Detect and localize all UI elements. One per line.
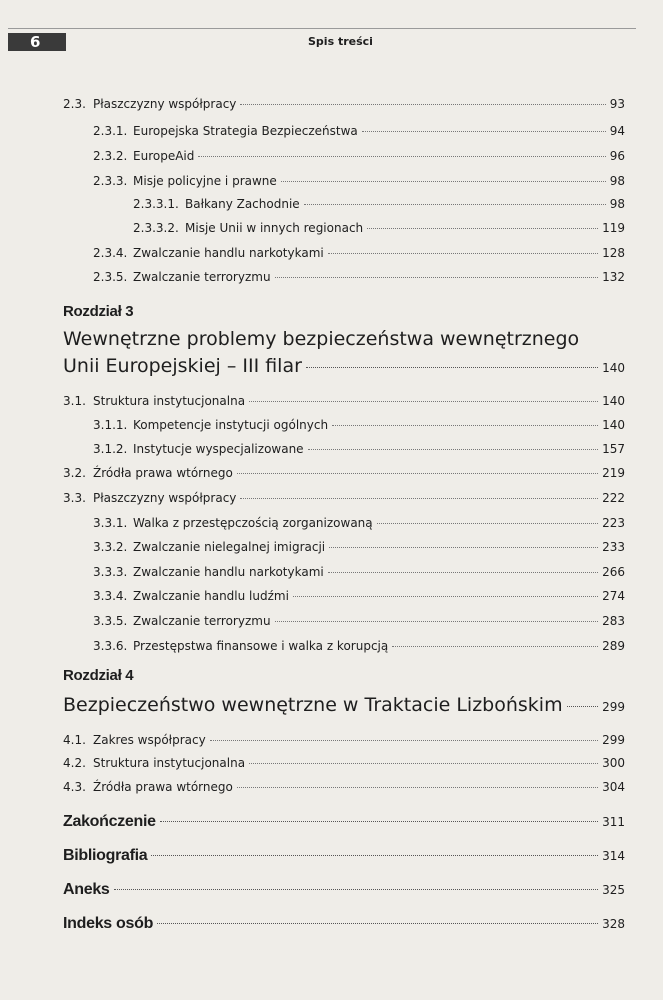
chapter-4-title-entry[interactable]: Bezpieczeństwo wewnętrzne w Traktacie Lizbońskim 299 — [63, 694, 625, 716]
toc-entry[interactable]: 2.3. Płaszczyzny współpracy 93 — [63, 97, 625, 111]
toc-entry[interactable]: 2.3.3.1. Bałkany Zachodnie 98 — [133, 197, 625, 211]
toc-entry[interactable]: 3.1.1. Kompetencje instytucji ogólnych 140 — [93, 418, 625, 432]
toc-entry[interactable]: 3.3.6. Przestępstwa finansowe i walka z korupcją 289 — [93, 639, 625, 653]
toc-entry[interactable]: 2.3.5. Zwalczanie terroryzmu 132 — [93, 270, 625, 284]
chapter-3-label: Rozdział 3 — [63, 303, 134, 320]
backmatter-entry-annex[interactable]: Aneks 325 — [63, 881, 625, 898]
chapter-4-label: Rozdział 4 — [63, 667, 134, 684]
backmatter-entry-index[interactable]: Indeks osób 328 — [63, 915, 625, 932]
page-header — [8, 28, 636, 51]
backmatter-entry-bibliography[interactable]: Bibliografia 314 — [63, 847, 625, 864]
toc-entry[interactable]: 4.3. Źródła prawa wtórnego 304 — [63, 780, 625, 794]
toc-entry[interactable]: 4.1. Zakres współpracy 299 — [63, 733, 625, 747]
toc-entry[interactable]: 3.3. Płaszczyzny współpracy 222 — [63, 491, 625, 505]
toc-entry[interactable]: 3.2. Źródła prawa wtórnego 219 — [63, 466, 625, 480]
toc-entry[interactable]: 2.3.1. Europejska Strategia Bezpieczeństwa 94 — [93, 124, 625, 138]
toc-entry[interactable]: 2.3.3.2. Misje Unii w innych regionach 119 — [133, 221, 625, 235]
toc-entry[interactable]: 3.3.5. Zwalczanie terroryzmu 283 — [93, 614, 625, 628]
toc-entry[interactable]: 2.3.3. Misje policyjne i prawne 98 — [93, 174, 625, 188]
toc-entry[interactable]: 2.3.2. EuropeAid 96 — [93, 149, 625, 163]
toc-entry[interactable]: 3.1.2. Instytucje wyspecjalizowane 157 — [93, 442, 625, 456]
chapter-3-title-entry[interactable]: Unii Europejskiej – III filar 140 — [63, 355, 625, 377]
toc-entry[interactable]: 2.3.4. Zwalczanie handlu narkotykami 128 — [93, 246, 625, 260]
chapter-3-title-line1: Wewnętrzne problemy bezpieczeństwa wewnętrznego — [63, 328, 580, 350]
toc-entry[interactable]: 3.3.1. Walka z przestępczością zorganizowaną 223 — [93, 516, 625, 530]
toc-entry[interactable]: 3.3.2. Zwalczanie nielegalnej imigracji 233 — [93, 540, 625, 554]
toc-entry[interactable]: 3.1. Struktura instytucjonalna 140 — [63, 394, 625, 408]
page-number: 6 — [8, 33, 66, 51]
running-head: Spis treści — [308, 35, 373, 48]
backmatter-entry-conclusion[interactable]: Zakończenie 311 — [63, 813, 625, 830]
toc-entry[interactable]: 3.3.4. Zwalczanie handlu ludźmi 274 — [93, 589, 625, 603]
toc-entry[interactable]: 3.3.3. Zwalczanie handlu narkotykami 266 — [93, 565, 625, 579]
toc-entry[interactable]: 4.2. Struktura instytucjonalna 300 — [63, 756, 625, 770]
